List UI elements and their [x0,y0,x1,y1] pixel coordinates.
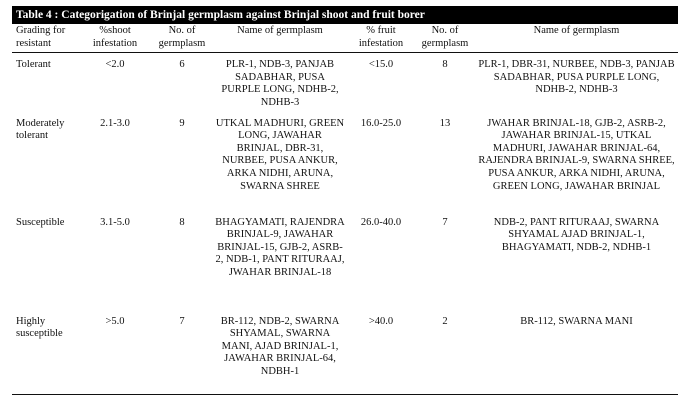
cell-shoot-names: PLR-1, NDB-3, PANJAB SADABHAR, PUSA PURPLE LONG, NDHB-2, NDHB-3 [221,59,339,108]
cell-fruit-pct: <15.0 [368,59,394,71]
cell-shoot-count: 6 [179,59,185,71]
cell-fruit-names: JWAHAR BRINJAL-18, GJB-2, ASRB-2, JAWAHAR BRINJAL-15, UTKAL MADHURI, JAWAHAR BRINJAL-64, RAJENDRA BRINJAL-9, SWARNA SHREE, PUSA ANKUR, ARKA NIDHI, ARUNA, GREEN LONG, JAWAHAR BRINJAL [478,117,675,192]
cell-shoot-count: 7 [151,307,213,395]
cell-shoot-count: 9 [179,117,185,129]
cell-grade: Highly susceptible [12,307,79,395]
germplasm-table [12,24,678,395]
header-fruit-count: No. of germplasm [415,24,475,53]
cell-fruit-pct: >40.0 [347,307,415,395]
cell-fruit-count: 13 [439,117,451,129]
header-shoot-infestation: %shoot infestation [79,24,151,53]
cell-shoot-pct: 2.1-3.0 [100,117,130,129]
header-shoot-names: Name of germplasm [213,24,347,53]
cell-shoot-names: BHAGYAMATI, RAJENDRA BRINJAL-9, JAWAHAR BRINJAL-15, GJB-2, ASRB-2, NDB-1, PANT RITURAAJ, JWAHAR BRINJAL-18 [215,216,345,278]
table-row-highly-susceptible [12,307,678,395]
header-grading: Grading for resistant [12,24,79,53]
cell-fruit-count: 7 [442,216,448,228]
cell-shoot-count: 8 [179,216,185,228]
cell-shoot-pct: >5.0 [79,307,151,395]
cell-grade: Moderately tolerant [16,117,65,142]
cell-fruit-count: 8 [442,59,448,71]
cell-fruit-names: BR-112, SWARNA MANI [475,307,678,395]
cell-fruit-pct: 26.0-40.0 [360,216,402,228]
table-row-moderately-tolerant [12,110,678,208]
cell-grade: Tolerant [16,59,51,71]
cell-fruit-pct: 16.0-25.0 [360,117,402,129]
cell-fruit-names: PLR-1, DBR-31, NURBEE, NDB-3, PANJAB SADABHAR, PUSA PURPLE LONG, NDHB-2, NDHB-3 [478,59,675,96]
table-row-tolerant [12,53,678,110]
header-fruit-names: Name of germplasm [475,24,678,53]
header-shoot-count: No. of germplasm [151,24,213,53]
table-body [12,53,678,394]
table-row-susceptible [12,208,678,307]
header-fruit-infestation: % fruit infestation [347,24,415,53]
cell-shoot-pct: 3.1-5.0 [100,216,130,228]
table-title: Table 4 : Categorigation of Brinjal germplasm against Brinjal shoot and fruit borer [12,6,678,24]
cell-grade: Susceptible [16,216,65,228]
table-header [12,24,678,53]
header-row [12,24,678,53]
cell-shoot-names: UTKAL MADHURI, GREEN LONG, JAWAHAR BRINJAL, DBR-31, NURBEE, PUSA ANKUR, ARKA NIDHI, ARUNA, SWARNA SHREE [215,117,345,192]
cell-shoot-names: BR-112, NDB-2, SWARNA SHYAMAL, SWARNA MANI, AJAD BRINJAL-1, JAWAHAR BRINJAL-64, NDBH-1 [213,307,347,395]
cell-shoot-pct: <2.0 [105,59,125,71]
cell-fruit-count: 2 [415,307,475,395]
document-page [12,6,678,395]
cell-fruit-names: NDB-2, PANT RITURAAJ, SWARNA SHYAMAL AJAD BRINJAL-1, BHAGYAMATI, NDB-2, NDHB-1 [493,216,660,253]
